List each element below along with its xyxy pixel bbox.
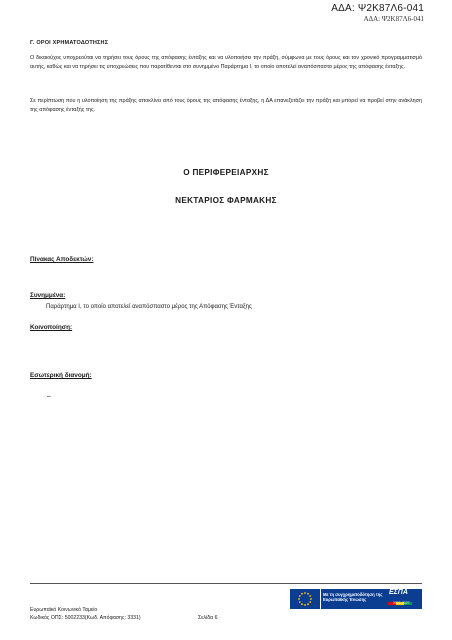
recipients-label: Πίνακας Αποδεκτών: (30, 256, 94, 263)
paragraph-deviation: Σε περίπτωση που η υλοποίηση της πράξης αποκλίνει από τους όρους της απόφασης ένταξης, η ΔΑ επανεξετάζει την πράξη και μπορεί να προβεί στην ανάκληση της απόφασης ένταξής της. (30, 98, 422, 113)
page-number: Σελίδα 6 (198, 615, 218, 621)
cc-label: Κοινοποίηση: (30, 324, 73, 331)
ada-code: ΑΔΑ: Ψ2Κ87Λ6-041 (331, 3, 424, 14)
paragraph-obligations: Ο δικαιούχος υποχρεούται να τηρήσει τους όρους της απόφασης ένταξης και να υλοποιήσει την πράξη, σύμφωνα με τους όρους και τον χρονικό προγραμματισμό αυτής, καθώς και να τηρήσει τις υποχρεώσεις που παρατίθενται στο συνημμένο Παράρτημα Ι, το οποίο αποτελεί αναπόσπαστο μέρος της απόφασης ένταξης. (30, 55, 422, 70)
footer-ops-code: Κωδικός ΟΠΣ: 5002233(Κωδ. Απόφασης: 3331) (30, 615, 141, 621)
cofunding-caption: Με τη συγχρηματοδότηση της Ευρωπαϊκής Ένωσης (323, 592, 383, 602)
eu-stars-icon (290, 589, 320, 609)
section-heading: Γ. ΟΡΟΙ ΧΡΗΜΑΤΟΔΟΤΗΣΗΣ (30, 40, 109, 46)
eu-flag-icon (290, 589, 320, 609)
signatory-name: ΝΕΚΤΑΡΙΟΣ ΦΑΡΜΑΚΗΣ (175, 196, 277, 205)
attachment-item: Παράρτημα Ι, το οποίο αποτελεί αναπόσπαστο μέρος της Απόφασης Ένταξης (46, 304, 252, 310)
internal-distribution-item: – (47, 393, 51, 400)
internal-distribution-label: Εσωτερική διανομή: (30, 372, 92, 379)
footer-fund: Ευρωπαϊκό Κοινωνικό Ταμείο (30, 607, 98, 613)
espa-years: 2021-2027 (393, 601, 410, 605)
ada-code-small: ΑΔΑ: Ψ2Κ87Λ6-041 (363, 15, 424, 23)
signatory-role: Ο ΠΕΡΙΦΕΡΕΙΑΡΧΗΣ (183, 168, 269, 177)
footer-divider (30, 583, 422, 584)
espa-wordmark: ΕΣΠΑ (389, 589, 408, 596)
attachments-label: Συνημμένα: (30, 292, 66, 299)
